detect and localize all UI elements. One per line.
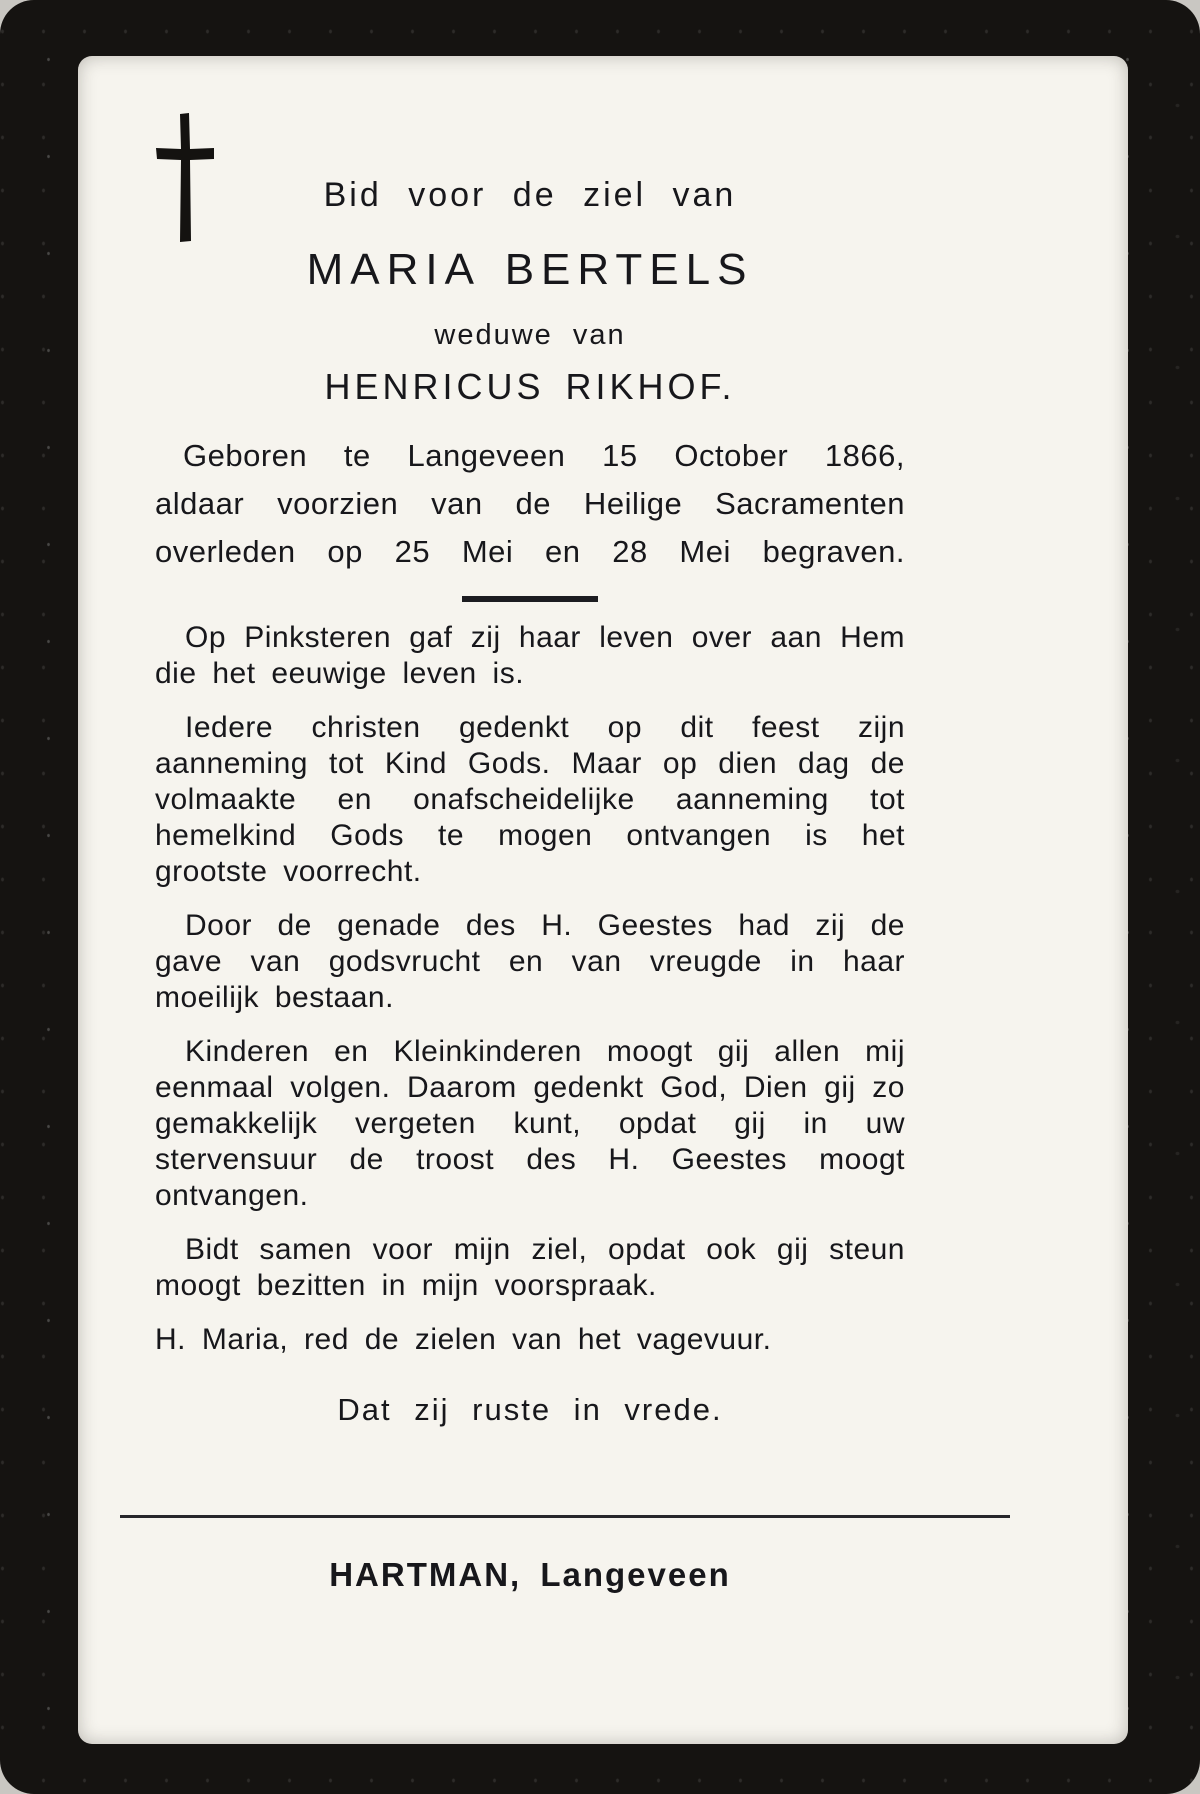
vitals-line-sacraments: aldaar voorzien van de Heilige Sacramenten xyxy=(155,486,905,521)
relation-line: weduwe van xyxy=(434,319,626,351)
prayer-paragraph-2: Iedere christen gedenkt op dit feest zijn aanneming tot Kind Gods. Maar op dien dag de volmaakte en onafscheidelijke aanneming tot hemelkind Gods te mogen ontvangen is het grootste voorrecht. xyxy=(155,711,905,888)
section-divider xyxy=(462,596,598,602)
prayer-paragraph-1: Op Pinksteren gaf zij haar leven over aan Hem die het eeuwige leven is. xyxy=(155,621,905,690)
spouse-name: HENRICUS RIKHOF. xyxy=(324,366,736,407)
closing-line: Dat zij ruste in vrede. xyxy=(337,1392,723,1427)
card-content xyxy=(78,56,1128,1428)
prayer-paragraph-3: Door de genade des H. Geestes had zij de gave van godsvrucht en van vreugde in haar moeilijk bestaan. xyxy=(155,909,905,1014)
memorial-card xyxy=(78,56,1128,1744)
intro-line: Bid voor de ziel van xyxy=(323,176,737,214)
deceased-name: MARIA BERTELS xyxy=(306,245,754,294)
vitals-block xyxy=(155,432,905,576)
printer-name: HARTMAN, Langeveen xyxy=(329,1556,731,1593)
printer-divider xyxy=(120,1515,1010,1518)
vitals-line-birth: Geboren te Langeveen 15 October 1866, xyxy=(183,438,905,473)
prayer-paragraph-4: Kinderen en Kleinkinderen moogt gij allen mij eenmaal volgen. Daarom gedenkt God, Dien gij zo gemakkelijk vergeten kunt, opdat gij in uw stervensuur de troost des H. Geestes moogt ontvangen. xyxy=(155,1035,905,1212)
cross-icon xyxy=(154,112,216,244)
vitals-line-death: overleden op 25 Mei en 28 Mei begraven. xyxy=(155,534,905,569)
prayer-paragraph-5: Bidt samen voor mijn ziel, opdat ook gij steun moogt bezitten in mijn voorspraak. xyxy=(155,1233,905,1302)
prayer-paragraph-6: H. Maria, red de zielen van het vagevuur. xyxy=(155,1323,772,1356)
